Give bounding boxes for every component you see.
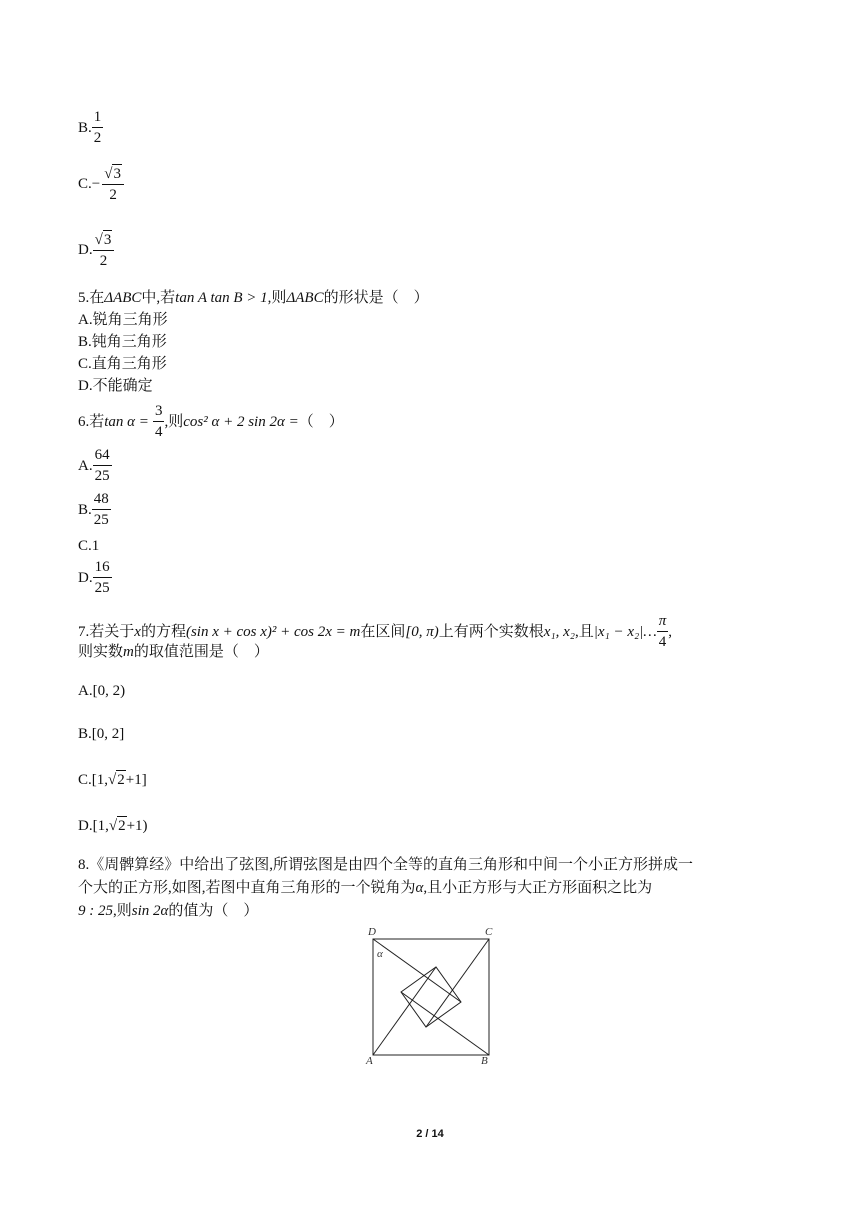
sqrt-symbol: √ 2: [108, 772, 125, 788]
q5-option-c: C.直角三角形: [78, 356, 167, 372]
diagram-line: [373, 939, 461, 1002]
label-alpha: α: [377, 948, 383, 960]
label-a: A: [366, 1055, 373, 1064]
fraction: $\frac{\pi}{4}$: [658, 613, 667, 650]
q6-option-b: B. $\frac{48}{25}$: [78, 491, 109, 528]
string-diagram-figure: [360, 922, 502, 1064]
q7-option-d: D.[1, √ 2 +1): [78, 818, 148, 834]
label-d: D: [368, 926, 376, 938]
fraction: $\frac{1}{2}$: [93, 109, 102, 146]
diagram-line: [426, 939, 489, 1027]
q5-option-a: A.锐角三角形: [78, 312, 168, 328]
fraction: $\frac{48}{25}$: [93, 491, 109, 528]
q7-stem-line1: 7.若关于x的方程(sin x + cos x)² + cos 2x = m在区间[0, π)上有两个实数根x₁, x₂,且|x₁ − x₂|… $\frac{\pi}{4}$ ,: [78, 613, 672, 650]
fraction: $\frac{3}{4}$: [154, 403, 163, 440]
q7-option-c: C.[1, √ 2 +1]: [78, 772, 147, 788]
q4-option-d: D. √ 3 2: [78, 230, 114, 270]
fraction: √ 3 2: [102, 164, 124, 204]
fraction: $\frac{64}{25}$: [94, 447, 110, 484]
q7-option-a: A.[0, 2): [78, 683, 126, 699]
label-b: B: [481, 1055, 488, 1064]
diagram-line: [373, 967, 436, 1055]
q4-option-c: C.− √ 3 2: [78, 164, 124, 204]
label-c: C: [485, 926, 493, 938]
q8-stem-line2: 个大的正方形,如图,若图中直角三角形的一个锐角为α,且小正方形与大正方形面积之比为: [78, 880, 653, 896]
fraction: $\frac{16}{25}$: [94, 559, 110, 596]
q8-stem-line1: 8.《周髀算经》中给出了弦图,所谓弦图是由四个全等的直角三角形和中间一个小正方形拼成一: [78, 857, 694, 873]
q7-option-b: B.[0, 2]: [78, 726, 125, 742]
q6-option-c: C.1: [78, 538, 100, 554]
diagram-line: [401, 992, 489, 1055]
q6-option-d: D. $\frac{16}{25}$: [78, 559, 110, 596]
small-square: [401, 967, 461, 1027]
sqrt-symbol: √ 3: [104, 166, 121, 182]
sqrt-symbol: √ 3: [94, 232, 112, 248]
q4-option-b: B. $\frac{1}{2}$: [78, 109, 102, 146]
q5-stem: 5.在ΔABC中,若tan A tan B > 1,则ΔABC的形状是（ ）: [78, 290, 429, 306]
q6-stem: 6.若tan α = $\frac{3}{4}$ ,则cos² α + 2 sin 2α =（ ）: [78, 403, 344, 440]
q8-stem-line3: 9 : 25,则sin 2α的值为（ ）: [78, 903, 259, 919]
page-number: 2 / 14: [416, 1128, 444, 1140]
q6-option-a: A. $\frac{64}{25}$: [78, 447, 110, 484]
q5-option-d: D.不能确定: [78, 378, 153, 394]
fraction: √ 3 2: [93, 230, 115, 270]
q7-stem-line2: 则实数m的取值范围是（ ）: [78, 644, 269, 660]
q5-option-b: B.钝角三角形: [78, 334, 167, 350]
large-square: [373, 939, 489, 1055]
sqrt-symbol: √ 2: [108, 818, 126, 834]
